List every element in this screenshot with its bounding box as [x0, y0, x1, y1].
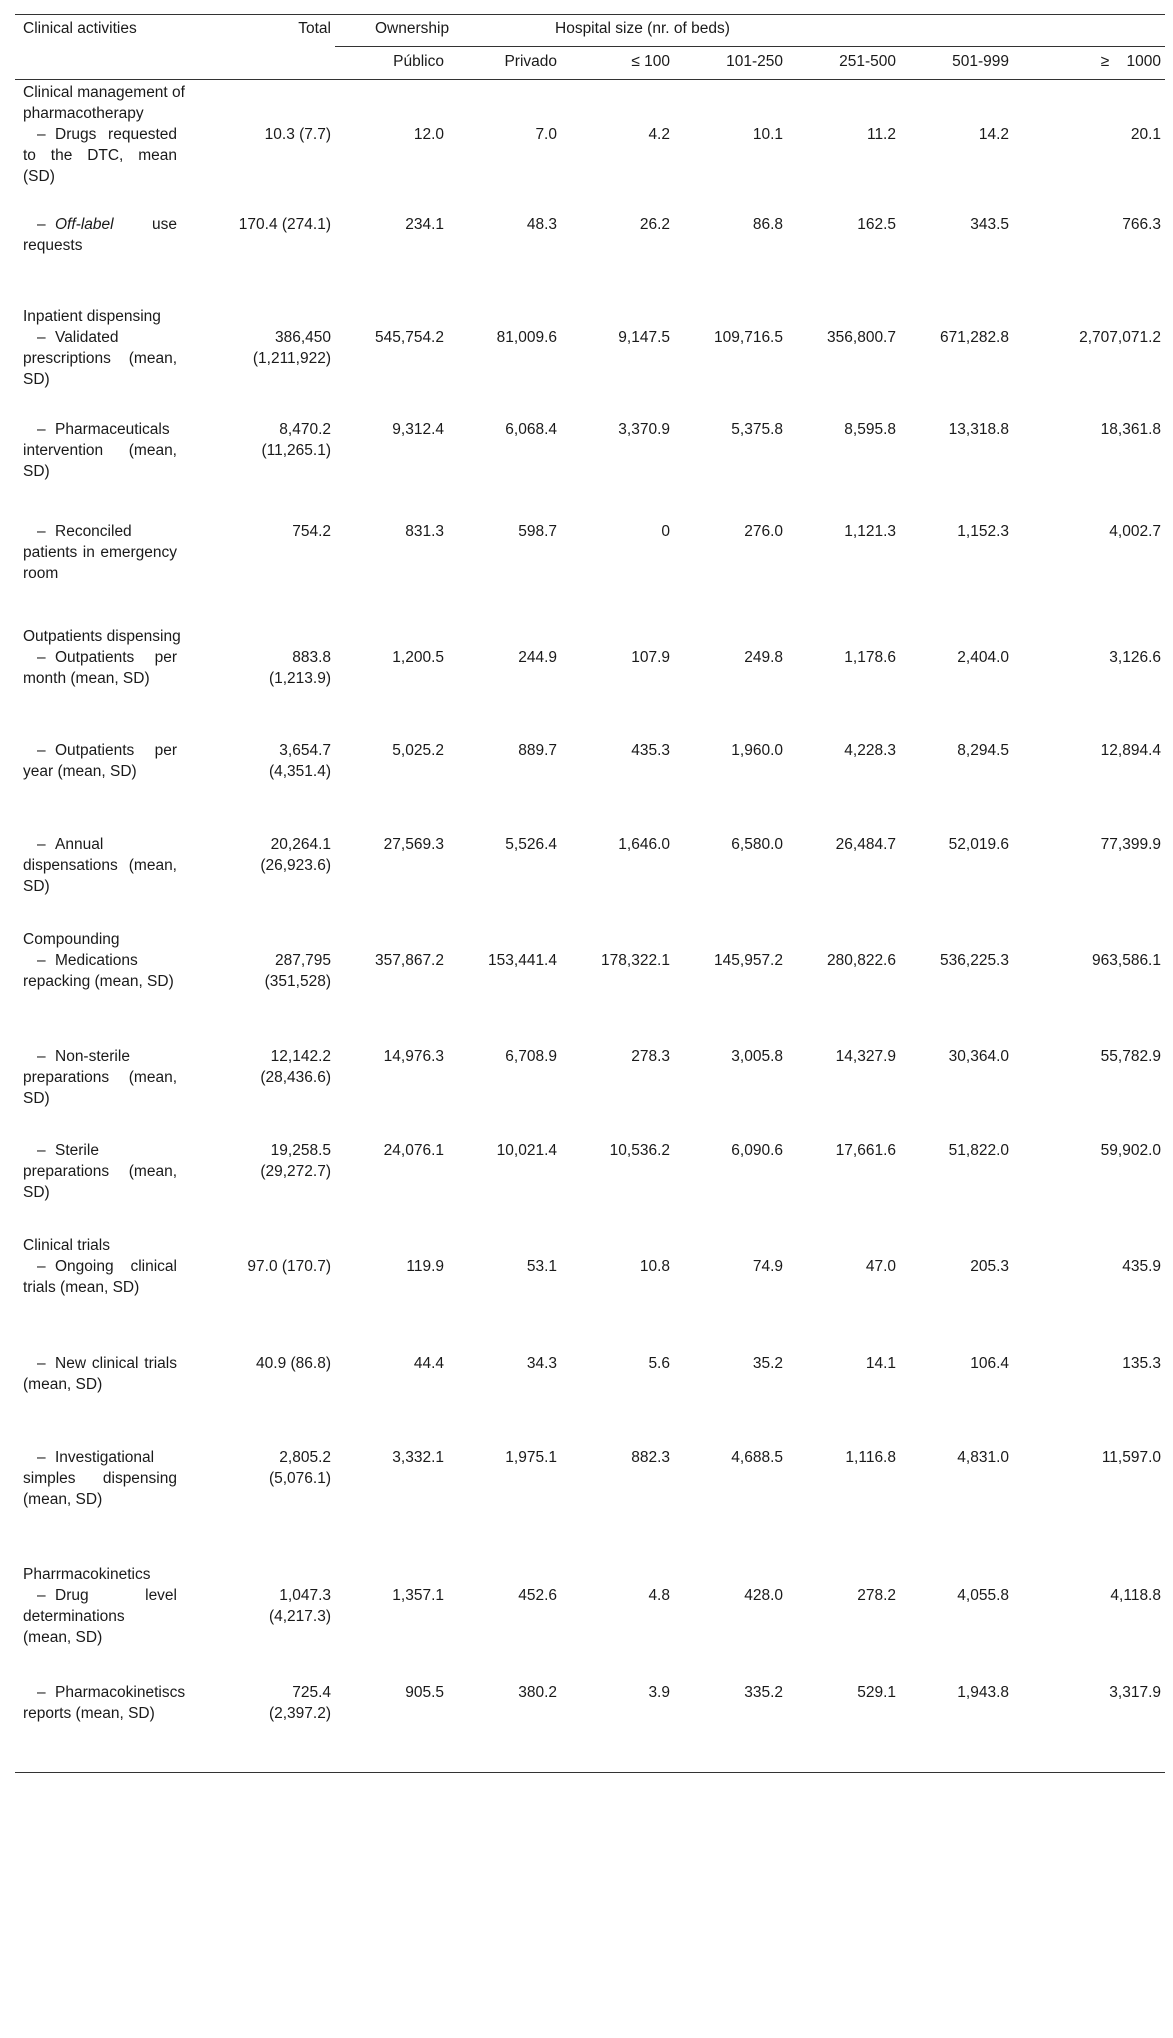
table-cell: 9,147.5	[618, 329, 670, 346]
table-cell: 10.1	[752, 126, 783, 143]
table-cell: 6,580.0	[731, 836, 783, 853]
section-row	[15, 929, 1165, 950]
table-cell: 107.9	[631, 649, 670, 666]
table-cell: 34.3	[526, 1355, 557, 1372]
table-cell: 77,399.9	[1100, 836, 1161, 853]
table-cell: 1,152.3	[957, 523, 1009, 540]
row-label-text: Reconciled patients in emergency room	[23, 523, 177, 582]
table-cell: 357,867.2	[375, 952, 444, 969]
list-dash: –	[37, 216, 46, 233]
table-cell: 1,975.1	[505, 1449, 557, 1466]
section-title	[15, 626, 1165, 647]
row-label-text: Annual dispensations (mean, SD)	[23, 836, 177, 895]
section-title	[15, 80, 1165, 125]
table-cell: 55,782.9	[1100, 1048, 1161, 1065]
table-cell: 3,005.8	[731, 1048, 783, 1065]
table-cell: 30,364.0	[948, 1048, 1009, 1065]
section-title	[15, 929, 1165, 950]
table-cell: 8,595.8	[844, 421, 896, 438]
table-row	[15, 740, 1165, 834]
section-row	[15, 1564, 1165, 1585]
row-label-text: Off-label use requests	[23, 216, 177, 254]
col-total: Total	[205, 15, 335, 47]
table-cell: 6,068.4	[505, 421, 557, 438]
row-label-text: New clinical trials (mean, SD)	[23, 1355, 177, 1393]
table-cell: 963,586.1	[1092, 952, 1161, 969]
list-dash: –	[37, 1355, 46, 1372]
row-label-text: Outpatients per month (mean, SD)	[23, 649, 177, 687]
table-cell: 4,002.7	[1109, 523, 1161, 540]
table-row	[15, 124, 1165, 214]
table-cell: 14.2	[978, 126, 1009, 143]
table-row	[15, 647, 1165, 740]
table-cell: 3,370.9	[618, 421, 670, 438]
table-cell: 153,441.4	[488, 952, 557, 969]
row-label-italic: Off-label	[55, 216, 114, 233]
table-cell: 86.8	[752, 216, 783, 233]
section-row	[15, 1235, 1165, 1256]
list-dash: –	[37, 1048, 46, 1065]
table-cell: 178,322.1	[601, 952, 670, 969]
cell-total: 287,795 (351,528)	[264, 952, 331, 990]
table-cell: 280,822.6	[827, 952, 896, 969]
table-row	[15, 1353, 1165, 1447]
table-row	[15, 1682, 1165, 1773]
list-dash: –	[37, 126, 46, 143]
table-cell: 889.7	[518, 742, 557, 759]
section-row	[15, 306, 1165, 327]
table-cell: 1,121.3	[844, 523, 896, 540]
table-cell: 52,019.6	[948, 836, 1009, 853]
table-cell: 1,200.5	[392, 649, 444, 666]
table-cell: 343.5	[970, 216, 1009, 233]
table-cell: 5.6	[648, 1355, 670, 1372]
table-cell: 380.2	[448, 1682, 561, 1773]
list-dash: –	[37, 742, 46, 759]
table-body	[15, 80, 1165, 1773]
table-cell: 53.1	[526, 1258, 557, 1275]
table-cell: 59,902.0	[1100, 1142, 1161, 1159]
list-dash: –	[37, 836, 46, 853]
col-ge1000: ≥ 1000	[1013, 47, 1165, 80]
row-label-text: Sterile preparations (mean, SD)	[23, 1142, 177, 1201]
col-251-500: 251-500	[787, 47, 900, 80]
table-row	[15, 419, 1165, 521]
cell-total: 754.2	[292, 523, 331, 540]
table-cell: 244.9	[518, 649, 557, 666]
table-cell: 6,708.9	[505, 1048, 557, 1065]
table-cell: 44.4	[413, 1355, 444, 1372]
table-cell: 276.0	[744, 523, 783, 540]
cell-total: 3,654.7 (4,351.4)	[268, 742, 331, 780]
section-title-text: Inpatient dispensing	[23, 308, 161, 325]
table-cell: 12.0	[413, 126, 444, 143]
table-cell: 4,688.5	[731, 1449, 783, 1466]
table-cell: 4,831.0	[957, 1449, 1009, 1466]
table-row	[15, 1046, 1165, 1140]
row-label-text: Ongoing clinical trials (mean, SD)	[23, 1258, 177, 1296]
list-dash: –	[37, 1142, 46, 1159]
row-label-text: Non-sterile preparations (mean, SD)	[23, 1048, 177, 1107]
table-cell: 10,021.4	[496, 1142, 557, 1159]
table-row	[15, 214, 1165, 306]
table-cell: 106.4	[970, 1355, 1009, 1372]
section-title-text: Compounding	[23, 931, 120, 948]
table-cell: 205.3	[970, 1258, 1009, 1275]
cell-total: 97.0 (170.7)	[247, 1258, 331, 1275]
row-label-text: Investigational simples dispensing (mean, SD)	[23, 1449, 177, 1508]
table-cell: 5,025.2	[392, 742, 444, 759]
row-label	[15, 1046, 205, 1140]
col-ownership: Ownership	[335, 15, 561, 47]
list-dash: –	[37, 329, 46, 346]
table-cell: 14,976.3	[383, 1048, 444, 1065]
table-row	[15, 950, 1165, 1046]
table-row	[15, 1140, 1165, 1235]
cell-total: 12,142.2 (28,436.6)	[260, 1048, 331, 1086]
table-cell: 14,327.9	[835, 1048, 896, 1065]
list-dash: –	[37, 421, 46, 438]
table-row	[15, 1447, 1165, 1564]
table-row	[15, 1585, 1165, 1682]
table-cell: 766.3	[1122, 216, 1161, 233]
table-cell: 9,312.4	[392, 421, 444, 438]
table-cell: 135.3	[1122, 1355, 1161, 1372]
row-label	[15, 647, 205, 740]
table-cell: 18,361.8	[1100, 421, 1161, 438]
table-cell: 882.3	[631, 1449, 670, 1466]
table-cell: 3,317.9	[1013, 1682, 1165, 1773]
table-cell: 278.3	[631, 1048, 670, 1065]
table-cell: 335.2	[674, 1682, 787, 1773]
section-title	[15, 1564, 1165, 1585]
table-cell: 545,754.2	[375, 329, 444, 346]
table-cell: 1,943.8	[900, 1682, 1013, 1773]
table-cell: 119.9	[406, 1258, 444, 1275]
hospital-size-label: Hospital size (nr. of beds)	[555, 20, 730, 37]
row-label	[15, 327, 205, 419]
table-cell: 11.2	[866, 126, 896, 143]
table-cell: 13,318.8	[948, 421, 1009, 438]
table-cell: 26,484.7	[835, 836, 896, 853]
table-cell: 1,116.8	[845, 1449, 896, 1466]
row-label	[15, 1585, 205, 1682]
table-header	[15, 15, 1165, 80]
cell-total: 1,047.3 (4,217.3)	[268, 1587, 331, 1625]
list-dash: –	[37, 1684, 46, 1701]
col-hospital-size	[555, 15, 1165, 47]
col-privado: Privado	[448, 47, 561, 80]
table-cell: 3,126.6	[1109, 649, 1161, 666]
cell-total: 883.8 (1,213.9)	[268, 649, 331, 687]
table-cell: 356,800.7	[827, 329, 896, 346]
table-cell: 1,178.6	[844, 649, 896, 666]
table-row	[15, 834, 1165, 929]
table-cell: 7.0	[535, 126, 557, 143]
list-dash: –	[37, 649, 46, 666]
table-cell: 278.2	[857, 1587, 896, 1604]
section-row	[15, 80, 1165, 125]
row-label	[15, 1447, 205, 1564]
table-row	[15, 521, 1165, 626]
table-cell: 6,090.6	[731, 1142, 783, 1159]
cell-total: 40.9 (86.8)	[256, 1355, 331, 1372]
table-cell: 2,707,071.2	[1079, 329, 1161, 346]
row-label-text: Pharmaceuticals intervention (mean, SD)	[23, 421, 177, 480]
section-title-text: Clinical management of pharmacotherapy	[23, 84, 185, 122]
row-label-text: Drugs requested to the DTC, mean (SD)	[23, 126, 177, 185]
list-dash: –	[37, 952, 46, 969]
table-cell: 4.8	[648, 1587, 670, 1604]
col-publico: Público	[335, 47, 448, 80]
table-cell: 4,118.8	[1110, 1587, 1161, 1604]
section-title-text: Pharrmacokinetics	[23, 1566, 151, 1583]
cell-total: 725.4 (2,397.2)	[205, 1682, 335, 1773]
list-dash: –	[37, 1258, 46, 1275]
table-cell: 4.2	[648, 126, 670, 143]
col-le100: ≤ 100	[561, 47, 674, 80]
table-cell: 10,536.2	[609, 1142, 670, 1159]
table-cell: 27,569.3	[383, 836, 444, 853]
table-cell: 1,357.1	[392, 1587, 444, 1604]
cell-total: 2,805.2 (5,076.1)	[268, 1449, 331, 1487]
cell-total: 10.3 (7.7)	[264, 126, 331, 143]
row-label	[15, 1353, 205, 1447]
col-101-250: 101-250	[674, 47, 787, 80]
table-cell: 1,960.0	[731, 742, 783, 759]
table-cell: 831.3	[405, 523, 444, 540]
row-label	[15, 950, 205, 1046]
table-cell: 598.7	[518, 523, 557, 540]
table-cell: 8,294.5	[957, 742, 1009, 759]
table-cell: 671,282.8	[940, 329, 1009, 346]
table-cell: 24,076.1	[383, 1142, 444, 1159]
table-cell: 529.1	[787, 1682, 900, 1773]
table-cell: 905.5	[335, 1682, 448, 1773]
section-title	[15, 306, 1165, 327]
table-cell: 2,404.0	[957, 649, 1009, 666]
table-cell: 4,055.8	[957, 1587, 1009, 1604]
table-cell: 428.0	[744, 1587, 783, 1604]
cell-total: 170.4 (274.1)	[238, 216, 331, 233]
section-title-text: Outpatients dispensing	[23, 628, 181, 645]
row-label	[15, 834, 205, 929]
table-cell: 4,228.3	[844, 742, 896, 759]
cell-total: 8,470.2 (11,265.1)	[261, 421, 331, 459]
row-label	[15, 1256, 205, 1353]
table-cell: 35.2	[752, 1355, 783, 1372]
table-cell: 48.3	[526, 216, 557, 233]
table-cell: 10.8	[639, 1258, 670, 1275]
row-label-text: Pharmacokinetiscs reports (mean, SD)	[23, 1684, 186, 1722]
table-cell: 0	[661, 523, 670, 540]
cell-total: 386,450 (1,211,922)	[252, 329, 331, 367]
row-label-text: Medications repacking (mean, SD)	[23, 952, 174, 990]
table-cell: 11,597.0	[1101, 1449, 1161, 1466]
table-cell: 452.6	[518, 1587, 557, 1604]
row-label	[15, 1682, 205, 1773]
cell-total: 20,264.1 (26,923.6)	[260, 836, 331, 874]
table-cell: 14.1	[865, 1355, 896, 1372]
row-label-text: Outpatients per year (mean, SD)	[23, 742, 177, 780]
col-501-999: 501-999	[900, 47, 1013, 80]
list-dash: –	[37, 523, 46, 540]
table-row	[15, 1256, 1165, 1353]
col-clinical-activities: Clinical activities	[15, 15, 205, 47]
row-label	[15, 214, 205, 306]
table-cell: 435.3	[631, 742, 670, 759]
row-label	[15, 1140, 205, 1235]
table-cell: 26.2	[639, 216, 670, 233]
table-cell: 81,009.6	[496, 329, 557, 346]
table-cell: 51,822.0	[948, 1142, 1009, 1159]
table-cell: 5,375.8	[731, 421, 783, 438]
cell-total: 19,258.5 (29,272.7)	[260, 1142, 331, 1180]
table-cell: 3,332.1	[392, 1449, 444, 1466]
table-cell: 145,957.2	[714, 952, 783, 969]
table-cell: 5,526.4	[505, 836, 557, 853]
row-label	[15, 419, 205, 521]
table-cell: 435.9	[1122, 1258, 1161, 1275]
row-label-text: Validated prescriptions (mean, SD)	[23, 329, 177, 388]
table-cell: 3.9	[561, 1682, 674, 1773]
table-cell: 20.1	[1130, 126, 1161, 143]
table-cell: 249.8	[744, 649, 783, 666]
list-dash: –	[37, 1587, 46, 1604]
clinical-activities-table	[15, 14, 1165, 1773]
row-label	[15, 740, 205, 834]
section-title	[15, 1235, 1165, 1256]
section-row	[15, 626, 1165, 647]
table-cell: 74.9	[752, 1258, 783, 1275]
table-cell: 1,646.0	[618, 836, 670, 853]
table-cell: 162.5	[857, 216, 896, 233]
data-table-container	[15, 14, 1165, 1773]
list-dash: –	[37, 1449, 46, 1466]
table-cell: 109,716.5	[714, 329, 783, 346]
table-row	[15, 327, 1165, 419]
row-label-text: Drug level determinations (mean, SD)	[23, 1587, 177, 1646]
table-cell: 536,225.3	[940, 952, 1009, 969]
table-cell: 12,894.4	[1100, 742, 1161, 759]
section-title-text: Clinical trials	[23, 1237, 110, 1254]
row-label	[15, 521, 205, 626]
table-cell: 47.0	[865, 1258, 896, 1275]
table-cell: 17,661.6	[835, 1142, 896, 1159]
row-label	[15, 124, 205, 214]
table-cell: 234.1	[405, 216, 444, 233]
